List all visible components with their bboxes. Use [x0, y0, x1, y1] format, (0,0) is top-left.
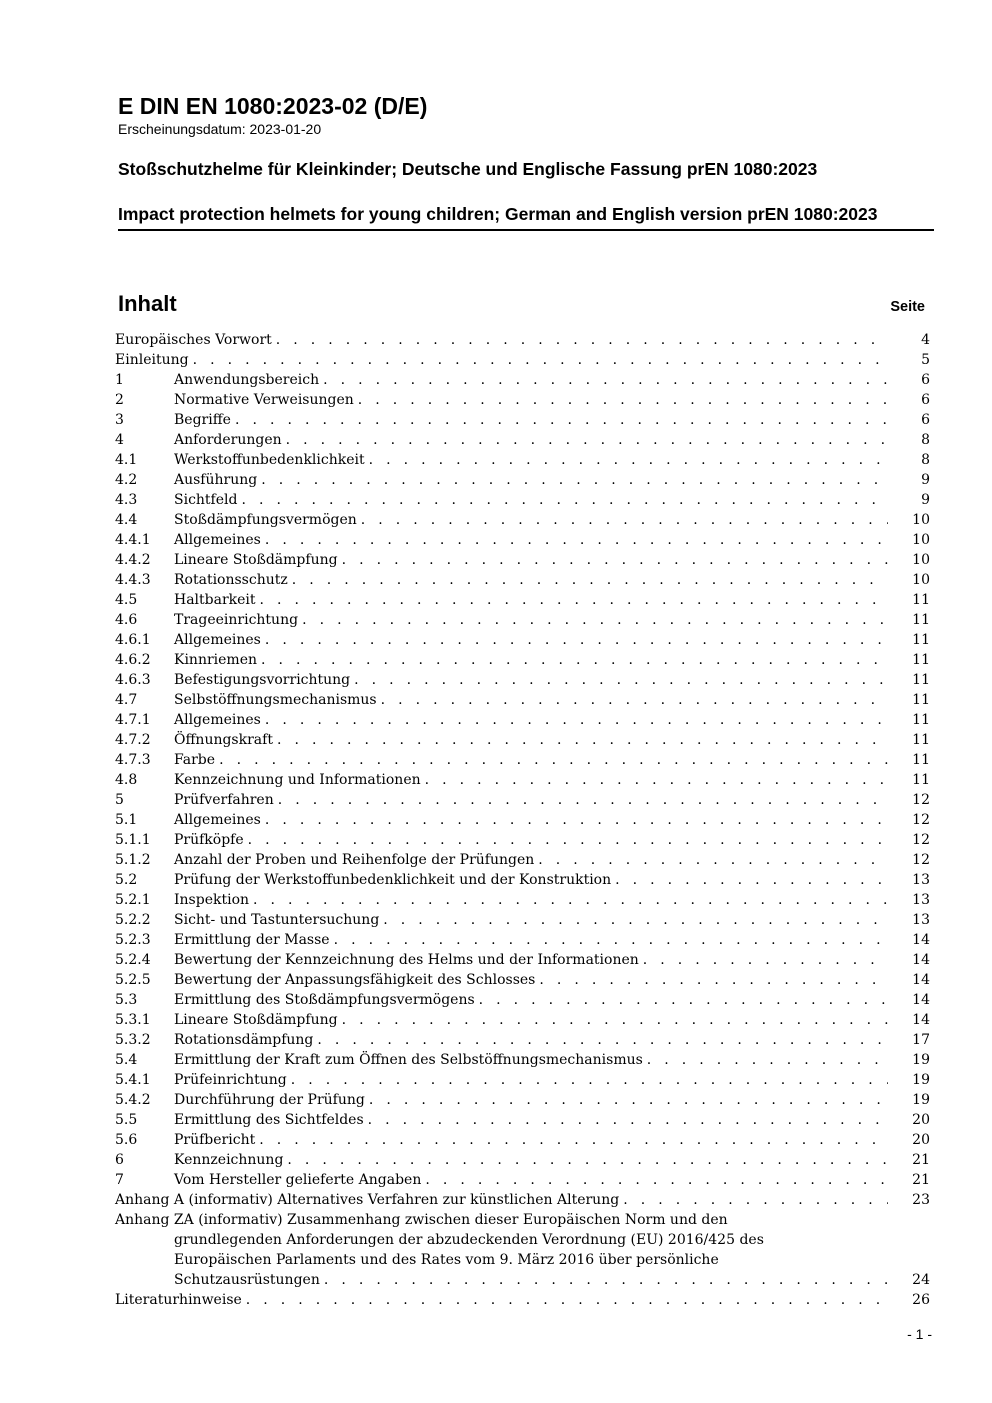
toc-entry[interactable] [115, 1070, 930, 1090]
toc-entry-page: 11 [912, 652, 930, 668]
page-number: - 1 - [907, 1326, 932, 1342]
toc-entry-text: Befestigungsvorrichtung [174, 672, 351, 688]
toc-entry-page: 6 [921, 372, 930, 388]
toc-entry[interactable] [115, 410, 930, 430]
toc-entry-text: Prüfverfahren [174, 792, 274, 808]
toc-entry-text: Inspektion [174, 892, 250, 908]
toc-entry-page: 12 [912, 852, 930, 868]
toc-leader-dots [313, 1030, 888, 1050]
title-english: Impact protection helmets for young children; German and English version prEN 1080:2023 [118, 203, 934, 231]
toc-leader-dots [261, 630, 888, 650]
toc-leader-dots [231, 410, 888, 430]
toc-leader-dots [256, 590, 888, 610]
toc-leader-dots [287, 1070, 888, 1090]
toc-entry[interactable] [115, 810, 930, 830]
toc-entry-number: 5.3.1 [115, 1012, 151, 1028]
toc-entry-page: 21 [912, 1172, 930, 1188]
toc-entry-page: 12 [912, 792, 930, 808]
toc-entry-text: Literaturhinweise [115, 1292, 242, 1308]
toc-entry[interactable] [115, 710, 930, 730]
toc-entry-text: Prüfung der Werkstoffunbedenklichkeit und der Konstruktion [174, 872, 612, 888]
toc-entry-page: 10 [912, 572, 930, 588]
toc-entry[interactable] [115, 830, 930, 850]
toc-entry-page: 14 [912, 1012, 930, 1028]
toc-entry-text: Einleitung [115, 352, 189, 368]
toc-entry[interactable] [115, 550, 930, 570]
toc-entry-page: 9 [921, 492, 930, 508]
toc-entry-number: 5.4.2 [115, 1092, 151, 1108]
toc-leader-dots [298, 610, 888, 630]
toc-entry-text: Allgemeines [174, 632, 261, 648]
toc-leader-dots [261, 530, 888, 550]
toc-leader-dots [379, 910, 888, 930]
toc-entry-page: 13 [912, 892, 930, 908]
toc-entry-number: 2 [115, 392, 124, 408]
toc-entry-text: Ermittlung der Kraft zum Öffnen des Selbstöffnungsmechanismus [174, 1052, 643, 1068]
toc-entry[interactable] [115, 1190, 930, 1210]
toc-entry-text: Ermittlung der Masse [174, 932, 330, 948]
toc-entry[interactable] [115, 650, 930, 670]
toc-entry-page: 11 [912, 732, 930, 748]
toc-entry-number: 5.1 [115, 812, 138, 828]
toc-entry-number: 4.7.2 [115, 732, 151, 748]
toc-entry[interactable] [115, 670, 930, 690]
toc-entry-number: 5.1.2 [115, 852, 151, 868]
toc-entry-page: 11 [912, 672, 930, 688]
toc-entry-text: Ermittlung des Sichtfeldes [174, 1112, 364, 1128]
toc-entry-number: 4.1 [115, 452, 138, 468]
toc-leader-dots [257, 470, 888, 490]
toc-leader-dots [189, 350, 888, 370]
toc-entry-text: Prüfköpfe [174, 832, 244, 848]
toc-entry-number: 4.7.3 [115, 752, 151, 768]
toc-entry-number: 4.8 [115, 772, 138, 788]
toc-entry[interactable] [115, 590, 930, 610]
toc-entry-text: Lineare Stoßdämpfung [174, 552, 338, 568]
toc-entry-page: 11 [912, 612, 930, 628]
toc-leader-dots [273, 730, 888, 750]
toc-entry[interactable] [115, 370, 930, 390]
toc-leader-dots [619, 1190, 888, 1210]
toc-leader-dots [320, 1270, 888, 1290]
toc-entry-text: Kennzeichnung [174, 1152, 284, 1168]
toc-entry[interactable] [115, 350, 930, 370]
toc-entry-number: 4.6 [115, 612, 138, 628]
toc-leader-dots [475, 990, 888, 1010]
title-german: Stoßschutzhelme für Kleinkinder; Deutsche und Englische Fassung prEN 1080:2023 [118, 159, 818, 179]
toc-entry[interactable] [115, 930, 930, 950]
toc-entry-page: 17 [912, 1032, 930, 1048]
toc-leader-dots [611, 870, 888, 890]
toc-entry[interactable] [115, 530, 930, 550]
toc-entry[interactable] [115, 1150, 930, 1170]
toc-entry-text: Anhang ZA (informativ) Zusammenhang zwischen dieser Europäischen Norm und den [115, 1212, 728, 1228]
toc-entry[interactable] [115, 1130, 930, 1150]
toc-entry-text: Farbe [174, 752, 216, 768]
toc-entry[interactable] [115, 850, 930, 870]
toc-entry-text: Prüfeinrichtung [174, 1072, 287, 1088]
toc-entry-number: 4.7.1 [115, 712, 151, 728]
toc-entry-text: Lineare Stoßdämpfung [174, 1012, 338, 1028]
toc-leader-dots [338, 1010, 888, 1030]
toc-entry-number: 5.4 [115, 1052, 138, 1068]
toc-entry[interactable] [115, 390, 930, 410]
toc-entry-page: 12 [912, 832, 930, 848]
toc-entry-page: 14 [912, 932, 930, 948]
toc-entry-text: Kinnriemen [174, 652, 258, 668]
toc-entry[interactable] [115, 910, 930, 930]
toc-entry-text: Werkstoffunbedenklichkeit [174, 452, 365, 468]
toc-entry-number: 4.7 [115, 692, 138, 708]
toc-entry[interactable] [115, 570, 930, 590]
toc-entry-annex-za[interactable] [115, 1210, 930, 1290]
toc-leader-dots [319, 370, 888, 390]
publication-date: Erscheinungsdatum: 2023-01-20 [118, 121, 322, 137]
toc-entry-text: Selbstöffnungsmechanismus [174, 692, 377, 708]
toc-entry-text: Anhang A (informativ) Alternatives Verfahren zur künstlichen Alterung [115, 1192, 620, 1208]
toc-entry-page: 13 [912, 912, 930, 928]
toc-entry-text: Ausführung [174, 472, 258, 488]
toc-entry-page: 14 [912, 952, 930, 968]
toc-entry-page: 11 [912, 592, 930, 608]
toc-entry-page: 19 [912, 1052, 930, 1068]
toc-entry-number: 4.2 [115, 472, 138, 488]
toc-leader-dots [535, 970, 888, 990]
toc-entry-text: Sichtfeld [174, 492, 238, 508]
toc-entry-text: Allgemeines [174, 712, 261, 728]
toc-entry-text: Normative Verweisungen [174, 392, 354, 408]
toc-entry-page: 13 [912, 872, 930, 888]
toc-entry-page: 19 [912, 1092, 930, 1108]
toc-entry-page: 23 [912, 1192, 930, 1208]
toc-entry-text: Öffnungskraft [174, 732, 273, 748]
toc-entry-number: 4.6.3 [115, 672, 151, 688]
toc-entry[interactable] [115, 990, 930, 1010]
toc-entry[interactable] [115, 510, 930, 530]
toc-entry-page: 11 [912, 712, 930, 728]
toc-entry[interactable] [115, 1170, 930, 1190]
toc-entry[interactable] [115, 610, 930, 630]
toc-entry-text: Anforderungen [174, 432, 282, 448]
toc-leader-dots [421, 770, 888, 790]
toc-entry[interactable] [115, 1050, 930, 1070]
toc-entry-number: 4.4.3 [115, 572, 151, 588]
toc-entry-text: Anwendungsbereich [174, 372, 320, 388]
toc-leader-dots [255, 1130, 888, 1150]
toc-leader-dots [249, 890, 888, 910]
toc-entry-number: 5.1.1 [115, 832, 151, 848]
toc-leader-dots [237, 490, 888, 510]
toc-entry[interactable] [115, 970, 930, 990]
toc-entry[interactable] [115, 1010, 930, 1030]
toc-entry-page: 4 [921, 332, 930, 348]
toc-entry[interactable] [115, 950, 930, 970]
toc-entry[interactable] [115, 1030, 930, 1050]
page-column-label: Seite [890, 299, 925, 315]
toc-entry-page: 14 [912, 992, 930, 1008]
toc-entry-text: Durchführung der Prüfung [174, 1092, 365, 1108]
toc-leader-dots [365, 1090, 888, 1110]
toc-entry-text: Allgemeines [174, 812, 261, 828]
toc-entry-page: 11 [912, 772, 930, 788]
toc-entry-page: 11 [912, 632, 930, 648]
toc-entry-text: Haltbarkeit [174, 592, 256, 608]
toc-entry-text: Vom Hersteller gelieferte Angaben [174, 1172, 422, 1188]
toc-entry-page: 20 [912, 1112, 930, 1128]
toc-leader-dots [330, 930, 888, 950]
toc-entry[interactable] [115, 490, 930, 510]
toc-entry-number: 1 [115, 372, 124, 388]
toc-leader-dots [643, 1050, 888, 1070]
toc-entry[interactable] [115, 690, 930, 710]
toc-entry-number: 4.4.2 [115, 552, 151, 568]
toc-entry[interactable] [115, 1090, 930, 1110]
toc-leader-dots [338, 550, 888, 570]
toc-entry-page: 8 [921, 452, 930, 468]
toc-entry[interactable] [115, 890, 930, 910]
toc-entry[interactable] [115, 470, 930, 490]
toc-entry-page: 14 [912, 972, 930, 988]
toc-leader-dots [261, 710, 888, 730]
toc-entry-page: 6 [921, 392, 930, 408]
toc-entry[interactable] [115, 770, 930, 790]
toc-entry[interactable] [115, 1110, 930, 1130]
toc-entry-page: 20 [912, 1132, 930, 1148]
toc-leader-dots [354, 390, 888, 410]
toc-entry-number: 4.6.1 [115, 632, 151, 648]
toc-entry-number: 5.2.4 [115, 952, 151, 968]
toc-leader-dots [272, 330, 888, 350]
toc-entry-text: Sicht- und Tastuntersuchung [174, 912, 380, 928]
toc-entry-number: 5.3 [115, 992, 138, 1008]
toc-entry-number: 5.3.2 [115, 1032, 151, 1048]
toc-entry-number: 5.2.1 [115, 892, 151, 908]
toc-entry[interactable] [115, 750, 930, 770]
toc-entry-page: 21 [912, 1152, 930, 1168]
toc-entry-number: 4.5 [115, 592, 138, 608]
toc-leader-dots [283, 1150, 888, 1170]
toc-entry-text: Trageeinrichtung [174, 612, 299, 628]
toc-entry-page: 10 [912, 552, 930, 568]
toc-entry-page: 10 [912, 532, 930, 548]
toc-leader-dots [365, 450, 888, 470]
toc-entry-number: 4.4.1 [115, 532, 151, 548]
toc-entry[interactable] [115, 450, 930, 470]
toc-entry-page: 5 [921, 352, 930, 368]
toc-entry-text: Allgemeines [174, 532, 261, 548]
toc-entry-number: 4.6.2 [115, 652, 151, 668]
toc-entry-number: 5 [115, 792, 124, 808]
toc-leader-dots [288, 570, 888, 590]
toc-entry-text: Bewertung der Anpassungsfähigkeit des Schlosses [174, 972, 536, 988]
toc-entry-text: Schutzausrüstungen [174, 1272, 320, 1288]
toc-leader-dots [421, 1170, 888, 1190]
toc-leader-dots [377, 690, 888, 710]
toc-entry-page: 26 [912, 1292, 930, 1308]
toc-entry[interactable] [115, 430, 930, 450]
toc-leader-dots [257, 650, 888, 670]
toc-entry-page: 19 [912, 1072, 930, 1088]
toc-entry-text: Kennzeichnung und Informationen [174, 772, 421, 788]
toc-leader-dots [274, 790, 888, 810]
toc-entry-page: 12 [912, 812, 930, 828]
toc-leader-dots [215, 750, 888, 770]
toc-entry-page: 10 [912, 512, 930, 528]
toc-entry-number: 5.6 [115, 1132, 138, 1148]
toc-leader-dots [350, 670, 888, 690]
toc-entry-text: Anzahl der Proben und Reihenfolge der Prüfungen [174, 852, 535, 868]
toc-entry-page: 11 [912, 752, 930, 768]
toc-entry-text: Prüfbericht [174, 1132, 256, 1148]
toc-leader-dots [364, 1110, 888, 1130]
toc-entry-text: Begriffe [174, 412, 231, 428]
toc-entry-page: 8 [921, 432, 930, 448]
toc-entry[interactable] [115, 870, 930, 890]
toc-entry-number: 4 [115, 432, 124, 448]
toc-entry-number: 5.2.2 [115, 912, 151, 928]
toc-entry-text: Rotationsschutz [174, 572, 288, 588]
toc-entry-text: Europäisches Vorwort [115, 332, 272, 348]
toc-entry-number: 5.2.3 [115, 932, 151, 948]
toc-entry[interactable] [115, 630, 930, 650]
document-id: E DIN EN 1080:2023-02 (D/E) [118, 93, 428, 119]
toc-leader-dots [242, 1290, 888, 1310]
toc-entry-number: 3 [115, 412, 124, 428]
toc-entry-page: 24 [912, 1272, 930, 1288]
toc-leader-dots [282, 430, 888, 450]
toc-entry[interactable] [115, 730, 930, 750]
toc-entry-text: Stoßdämpfungsvermögen [174, 512, 357, 528]
toc-leader-dots [261, 810, 888, 830]
toc-entry-number: 4.4 [115, 512, 138, 528]
toc-entry-page: 9 [921, 472, 930, 488]
toc-entry-text: Bewertung der Kennzeichnung des Helms und der Informationen [174, 952, 639, 968]
toc-entry-bibliography[interactable] [115, 1290, 930, 1310]
toc-entry-number: 6 [115, 1152, 124, 1168]
toc-entry-number: 5.2.5 [115, 972, 151, 988]
toc-entry-page: 6 [921, 412, 930, 428]
toc-entry-number: 4.3 [115, 492, 138, 508]
toc-entry-text: Ermittlung des Stoßdämpfungsvermögens [174, 992, 475, 1008]
toc-entry[interactable] [115, 790, 930, 810]
toc-entry-page: 11 [912, 692, 930, 708]
toc-leader-dots [534, 850, 888, 870]
toc-entry-text: grundlegenden Anforderungen der abzudeckenden Verordnung (EU) 2016/425 des [174, 1232, 764, 1248]
toc-leader-dots [244, 830, 888, 850]
toc-leader-dots [639, 950, 888, 970]
toc-entry-number: 5.4.1 [115, 1072, 151, 1088]
table-of-contents [115, 330, 930, 1310]
toc-entry-number: 7 [115, 1172, 124, 1188]
toc-entry-text: Rotationsdämpfung [174, 1032, 314, 1048]
toc-heading: Inhalt [118, 291, 177, 316]
toc-entry[interactable] [115, 330, 930, 350]
toc-entry-number: 5.2 [115, 872, 138, 888]
toc-entry-text: Europäischen Parlaments und des Rates vom 9. März 2016 über persönliche [174, 1252, 719, 1268]
document-header [118, 92, 934, 231]
toc-leader-dots [357, 510, 888, 530]
toc-entry-number: 5.5 [115, 1112, 138, 1128]
